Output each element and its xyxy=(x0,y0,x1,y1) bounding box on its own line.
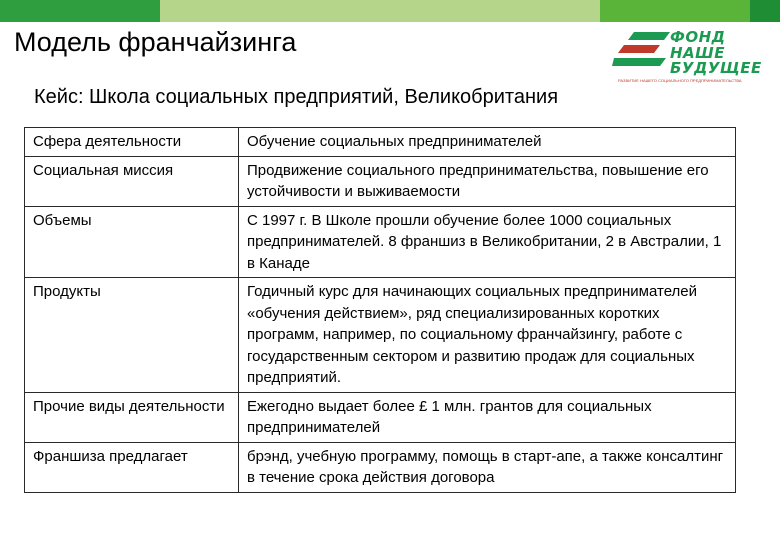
top-bar-segment xyxy=(0,0,160,22)
table-row xyxy=(25,442,736,492)
top-bar-segment xyxy=(160,0,600,22)
row-value: Обучение социальных предпринимателей xyxy=(239,128,736,157)
table-row xyxy=(25,278,736,393)
table-row xyxy=(25,206,736,278)
table-row xyxy=(25,392,736,442)
row-label: Продукты xyxy=(25,278,239,393)
logo-wordmark xyxy=(670,30,762,77)
case-subtitle: Кейс: Школа социальных предприятий, Великобритания xyxy=(34,86,559,108)
row-label: Социальная миссия xyxy=(25,156,239,206)
top-bar-segment xyxy=(600,0,750,22)
table-row xyxy=(25,128,736,157)
table-row xyxy=(25,156,736,206)
logo-line: НАШЕ xyxy=(670,43,725,62)
row-label: Франшиза предлагает xyxy=(25,442,239,492)
top-bar-segment xyxy=(750,0,780,22)
slide-title: Модель франчайзинга xyxy=(14,27,297,57)
row-label: Объемы xyxy=(25,206,239,278)
fund-logo xyxy=(612,28,762,90)
logo-line: ФОНД xyxy=(670,28,726,46)
logo-stripes-icon xyxy=(612,28,672,78)
top-color-bar xyxy=(0,0,780,22)
case-table xyxy=(24,127,736,493)
logo-line: БУДУЩЕЕ xyxy=(670,59,762,77)
row-value: Продвижение социального предпринимательства, повышение его устойчивости и выживаемости xyxy=(239,156,736,206)
row-value: Годичный курс для начинающих социальных предпринимателей «обучения действием», ряд специализированных коротких программ, например, по социальному франчайзингу, работе с государственным сектором и развитию продаж для социальных предприятий. xyxy=(239,278,736,393)
row-value: брэнд, учебную программу, помощь в старт-апе, а также консалтинг в течение срока действия договора xyxy=(239,442,736,492)
row-label: Сфера деятельности xyxy=(25,128,239,157)
row-value: Ежегодно выдает более £ 1 млн. грантов для социальных предпринимателей xyxy=(239,392,736,442)
row-label: Прочие виды деятельности xyxy=(25,392,239,442)
logo-tagline: РАЗВИТИЕ НАШЕГО СОЦИАЛЬНОГО ПРЕДПРИНИМАТЕЛЬСТВА xyxy=(618,78,742,83)
row-value: С 1997 г. В Школе прошли обучение более 1000 социальных предпринимателей. 8 франшиз в Великобритании, 2 в Австралии, 1 в Канаде xyxy=(239,206,736,278)
